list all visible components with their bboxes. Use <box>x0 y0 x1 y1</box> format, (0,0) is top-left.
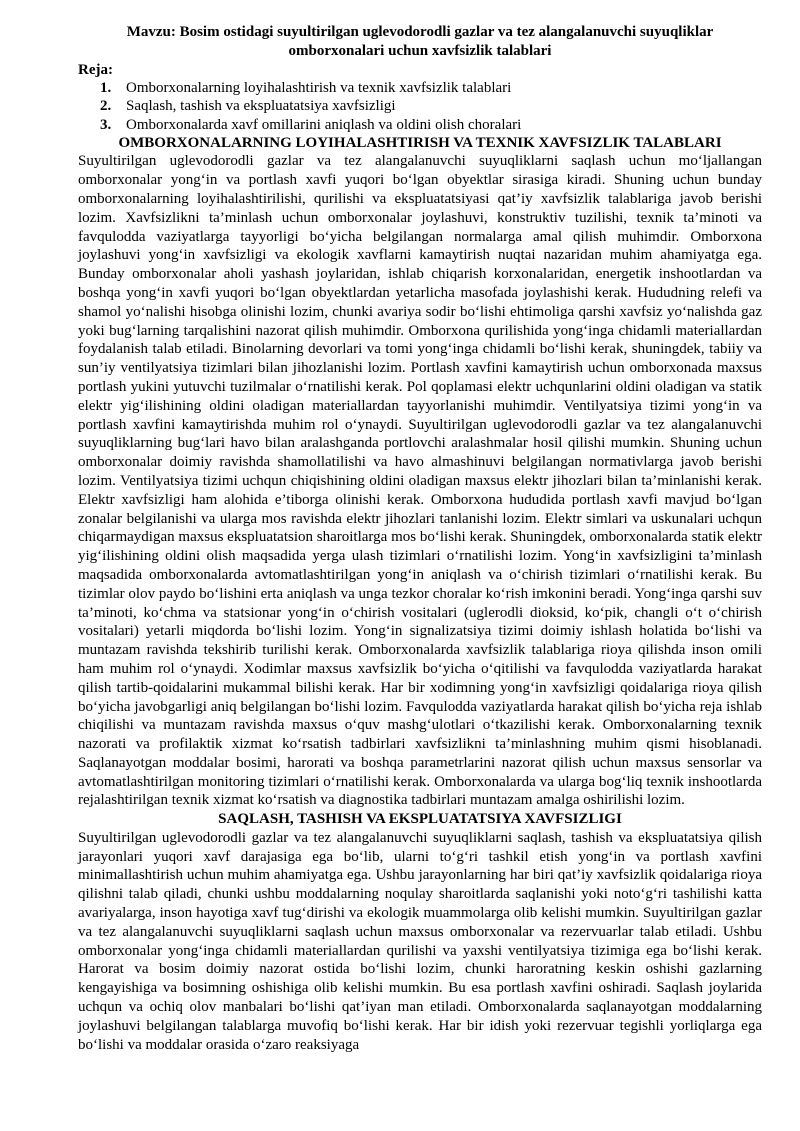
plan-list <box>78 79 762 134</box>
plan-item-text: Omborxonalarning loyihalashtirish va texnik xavfsizlik talablari <box>126 80 512 96</box>
section-body-design: Suyultirilgan uglevodorodli gazlar va tez alangalanuvchi suyuqliklarni saqlash uchun mo‘ljallangan omborxonalar yong‘in va portlash xavfi yuqori bo‘lgan obyektlar sirasiga kiradi. Shuning uchun bunday omborxonalarning loyihalashtirilishi, qurilishi va ekspluatatsiyasi qat’iy xavfsizlik talablariga javob berishi lozim. Xavfsizlikni ta’minlash uchun omborxonalar joylashuvi, konstruktiv tuzilishi, texnik ta’minoti va favqulodda vaziyatlarga tayyorligi bo‘yicha belgilangan normalarga amal qilish muhimdir. Omborxona joylashuvi yong‘in xavfsizligi va ekologik xavflarni kamaytirish nuqtai nazaridan muhim ahamiyatga ega. Bunday omborxonalar aholi yashash joylaridan, ishlab chiqarish korxonalaridan, energetik inshootlardan va boshqa yong‘in xavfi yuqori bo‘lgan obyektlardan yetarlicha masofada joylashishi kerak. Hududning relefi va shamol yo‘nalishi hisobga olinishi lozim, chunki avariya sodir bo‘lishi ehtimoliga qarshi xavfsiz yo‘nalishda gaz yoki bug‘larning tarqalishini nazorat qilish muhimdir. Omborxona qurilishida yong‘inga chidamli materiallardan foydalanish talab etiladi. Binolarning devorlari va tomi yong‘inga chidamli bo‘lishi kerak, shuningdek, tabiiy va sun’iy ventilyatsiya tizimlari bilan jihozlanishi lozim. Portlash xavfini kamaytirish uchun omborxonada maxsus portlash yukini yutuvchi tuzilmalar o‘rnatilishi kerak. Pol qoplamasi elektr uchqunlarini oldini oladigan va statik elektr yig‘ilishining oldini oladigan materiallardan tayyorlanishi muhimdir. Ventilyatsiya tizimi yong‘in va portlash xavfini kamaytirishda muhim rol o‘ynaydi. Suyultirilgan uglevodorodli gazlar va tez alangalanuvchi suyuqliklarning bug‘lari havo bilan aralashganda portlovchi aralashmalar hosil qilishi mumkin. Shuning uchun omborxonalar doimiy ravishda shamollatilishi va havo almashinuvi belgilangan normativlarga javob berishi lozim. Ventilyatsiya tizimi uchqun chiqishining oldini oladigan maxsus elektr jihozlari bilan ta’minlanishi kerak. Elektr xavfsizligi ham alohida e’tiborga olinishi kerak. Omborxona hududida portlash xavfi mavjud bo‘lgan zonalar belgilanishi va ularga mos ravishda elektr jihozlari tanlanishi lozim. Elektr simlari va uskunalari uchqun chiqarmaydigan maxsus ekspluatatsion sharoitlarga mos bo‘lishi kerak. Shuningdek, omborxonalarda statik elektr yig‘ilishining oldini olish maqsadida yerga ulash tizimlari o‘rnatilishi lozim. Yong‘in xavfsizligini ta’minlash maqsadida omborxonalarda avtomatlashtirilgan yong‘in aniqlash va o‘chirish tizimlari o‘rnatilishi kerak. Bu tizimlar olov paydo bo‘lishini erta aniqlash va unga tezkor choralar ko‘rish imkonini beradi. Yong‘inga qarshi suv ta’minoti, ko‘chma va statsionar yong‘in o‘chirish vositalari (uglerodli dioksid, ko‘pik, changli o‘t o‘chirish vositalari) yetarli miqdorda bo‘lishi lozim. Yong‘in signalizatsiya tizimi doimiy ishlash holatida bo‘lishi va muntazam ravishda tekshirib turilishi kerak. Omborxonalarda xavfsizlik talablariga rioya qilishda inson omili ham muhim rol o‘ynaydi. Xodimlar maxsus xavfsizlik bo‘yicha o‘qitilishi va favqulodda vaziyatlarda harakat qilish tartib-qoidalarini mukammal bilishi kerak. Har bir xodimning yong‘in xavfsizligi qoidalariga rioya qilish bo‘yicha javobgarligi aniq belgilangan bo‘lishi lozim. Favqulodda vaziyatlarda harakat qilish bo‘yicha reja ishlab chiqilishi va muntazam ravishda maxsus o‘quv mashg‘ulotlari o‘tkazilishi kerak. Omborxonalarning texnik nazorati va profilaktik xizmat ko‘rsatish tadbirlari xavfsizlikni ta’minlashning muhim qismi hisoblanadi. Saqlanayotgan moddalar bosimi, harorati va boshqa parametrlarini nazorat qilish uchun maxsus sensorlar va avtomatlashtirilgan monitoring tizimlari o‘rnatilishi kerak. Omborxonalarda va ularga bog‘liq texnik inshootlarda rejalashtirilgan texnik xizmat ko‘rsatish va diagnostika tadbirlari muntazam amalga oshirilishi lozim. <box>78 153 762 809</box>
plan-item-number: 3. <box>100 116 112 133</box>
section-heading-design: OMBORXONALARNING LOYIHALASHTIRISH VA TEXNIK XAVFSIZLIK TALABLARI <box>118 134 722 151</box>
plan-item-text: Saqlash, tashish va ekspluatatsiya xavfsizligi <box>126 98 396 115</box>
section-body-storage: Suyultirilgan uglevodorodli gazlar va tez alangalanuvchi suyuqliklarni saqlash, tashish va ekspluatatsiya qilish jarayonlari yuqori xavf darajasiga ega bo‘lib, ularni to‘g‘ri tashkil etish yong‘in va portlash xavfini minimallashtirish uchun muhim ahamiyatga ega. Ushbu jarayonlarning har biri qat’iy xavfsizlik qoidalariga rioya qilishni talab qiladi, chunki ushbu moddalarning noqulay sharoitlarda saqlanishi yoki noto‘g‘ri tashilishi katta avariyalarga, inson hayotiga xavf tug‘dirishi va ekologik muammolarga olib kelishi mumkin. Suyultirilgan gazlar va tez alangalanuvchi suyuqliklarni saqlash uchun maxsus omborxonalar va rezervuarlar talab etiladi. Ushbu omborxonalar yong‘inga chidamli materiallardan qurilishi va yaxshi ventilyatsiya tizimiga ega bo‘lishi kerak. Harorat va bosim doimiy nazorat ostida bo‘lishi lozim, chunki haroratning keskin oshishi gazlarning kengayishiga va bosimning oshishiga olib kelishi mumkin. Bu esa portlash xavfini oshiradi. Saqlash joylarida uchqun va ochiq olov manbalari bo‘lishi qat’iyan man etiladi. Omborxonalarda saqlanayotgan moddalarning joylashuvi belgilangan talablarga muvofiq bo‘lishi kerak. Har bir idish yoki rezervuar tegishli yorliqlarga ega bo‘lishi va moddalar orasida o‘zaro reaksiyaga <box>78 829 762 1053</box>
document-title: Mavzu: Bosim ostidagi suyultirilgan uglevodorodli gazlar va tez alangalanuvchi suyuqliklar omborxonalari uchun xavfsizlik talablari <box>126 24 714 59</box>
plan-item <box>100 79 762 97</box>
plan-item <box>100 97 762 115</box>
plan-item-text: Omborxonalarda xavf omillarini aniqlash va oldini olish choralari <box>126 116 522 133</box>
plan-label: Reja: <box>78 62 113 78</box>
section-heading-storage: SAQLASH, TASHISH VA EKSPLUATATSIYA XAVFSIZLIGI <box>218 811 622 828</box>
plan-item-number: 1. <box>100 80 112 96</box>
plan-item-number: 2. <box>100 98 112 115</box>
plan-item <box>100 116 762 134</box>
